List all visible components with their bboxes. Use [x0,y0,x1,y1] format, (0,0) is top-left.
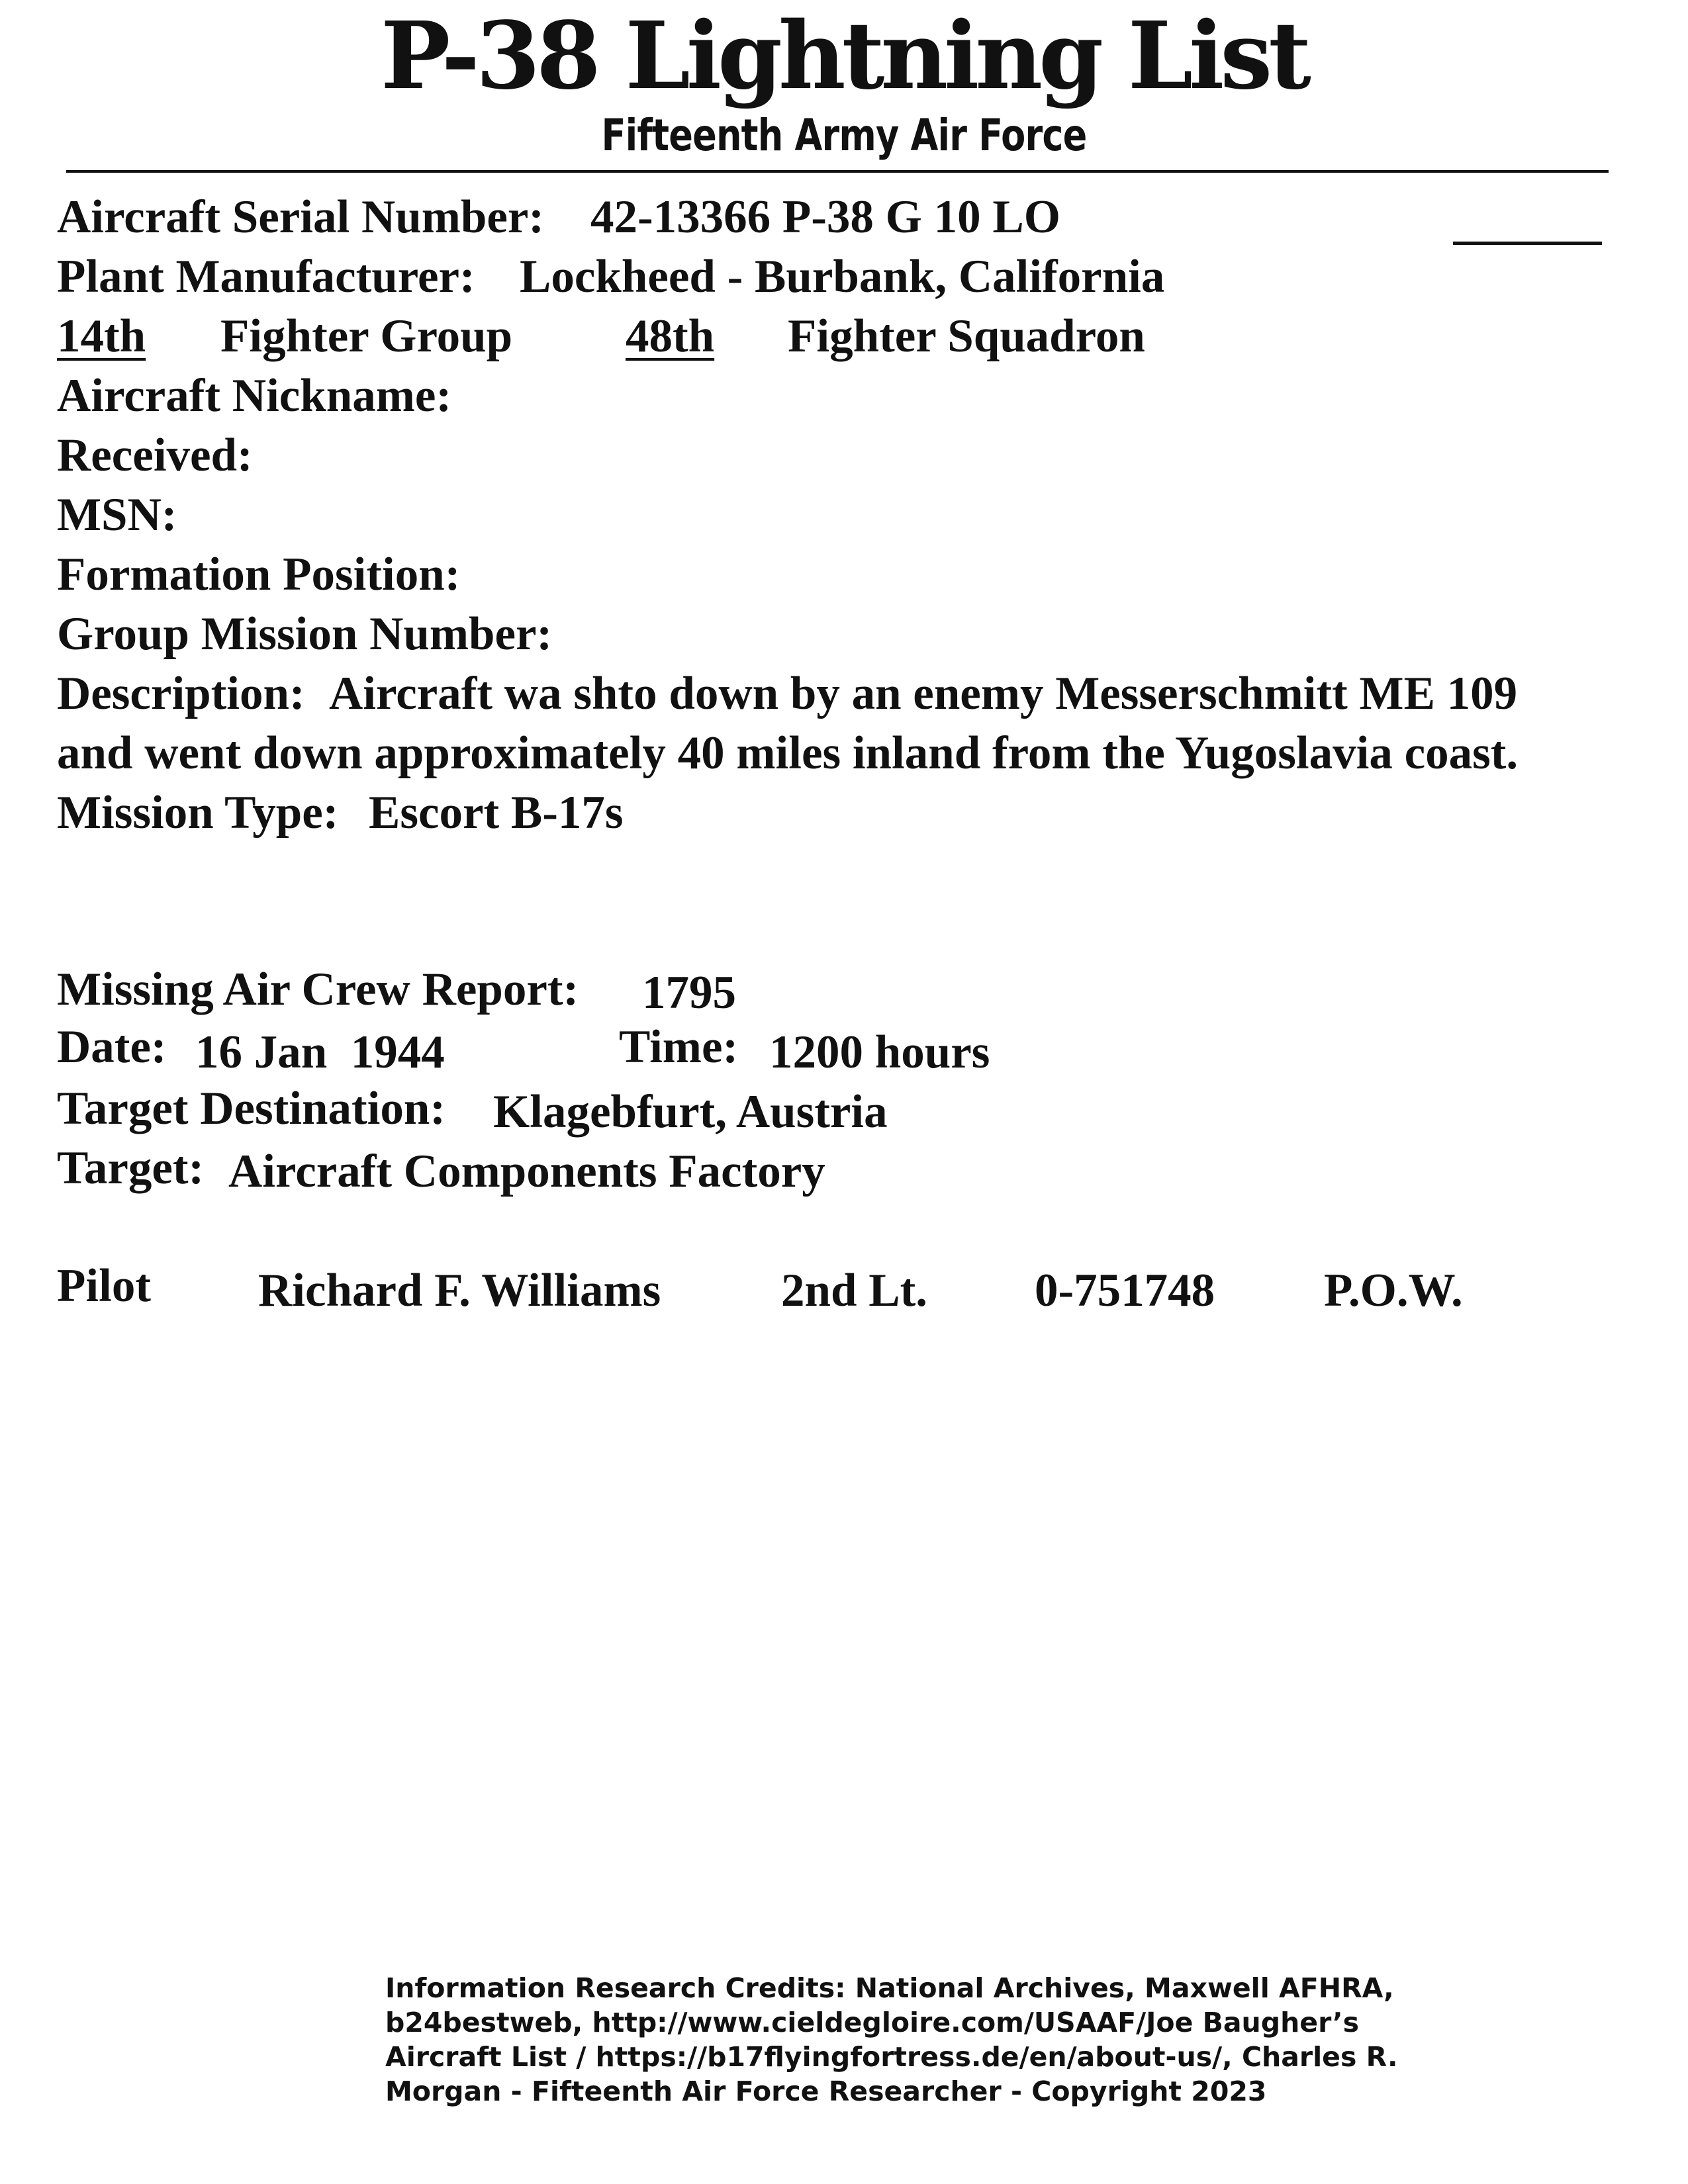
group-number: 14th [57,310,146,362]
group-mission-label: Group Mission Number: [57,608,553,660]
serial-value: 42-13366 P-38 G 10 LO [590,191,1060,243]
formation-label: Formation Position: [57,549,461,600]
destination-label: Target Destination: [57,1083,446,1134]
manufacturer-label: Plant Manufacturer: [57,251,475,302]
time-label: Time: [619,1021,739,1073]
received-label: Received: [57,430,253,481]
serial-label: Aircraft Serial Number: [57,191,545,243]
credits-line-1: Information Research Credits: National Archives, Maxwell AFHRA, [385,1972,1394,2004]
description-label: Description: [57,668,305,719]
group-label: Fighter Group [220,310,513,362]
target-value: Aircraft Components Factory [228,1146,825,1197]
time-value: 1200 hours [769,1026,990,1078]
description-line-2: and went down approximately 40 miles inland from the Yugoslavia coast. [57,727,1519,779]
credits-line-2: b24bestweb, http://www.cieldegloire.com/USAAF/Joe Baugher’s [385,2007,1360,2038]
mission-type-value: Escort B-17s [369,787,624,839]
macr-label: Missing Air Crew Report: [57,964,579,1015]
crew-serial: 0-751748 [1035,1265,1215,1316]
target-label: Target: [57,1142,205,1194]
header-divider [66,170,1609,173]
description-line-1: Aircraft wa shto down by an enemy Messerschmitt ME 109 [329,668,1518,719]
crew-name: Richard F. Williams [258,1265,661,1316]
squadron-number: 48th [626,310,715,362]
credits-line-4: Morgan - Fifteenth Air Force Researcher - Copyright 2023 [385,2075,1267,2107]
macr-value: 1795 [642,967,736,1019]
mission-type-label: Mission Type: [57,787,339,839]
blank-line [1453,242,1602,245]
crew-position: Pilot [57,1260,151,1312]
page-subtitle: Fifteenth Army Air Force [601,110,1087,161]
date-label: Date: [57,1021,167,1073]
page-title: P-38 Lightning List [381,2,1307,111]
manufacturer-value: Lockheed - Burbank, California [520,251,1165,302]
squadron-label: Fighter Squadron [788,310,1145,362]
nickname-label: Aircraft Nickname: [57,370,452,422]
crew-status: P.O.W. [1324,1265,1463,1316]
research-credits [385,1971,1444,2109]
date-value: 16 Jan 1944 [195,1026,445,1078]
destination-value: Klagebfurt, Austria [493,1086,888,1138]
credits-line-3: Aircraft List / https://b17flyingfortress.de/en/about-us/, Charles R. [385,2041,1398,2073]
crew-rank: 2nd Lt. [781,1265,927,1316]
msn-label: MSN: [57,489,177,541]
